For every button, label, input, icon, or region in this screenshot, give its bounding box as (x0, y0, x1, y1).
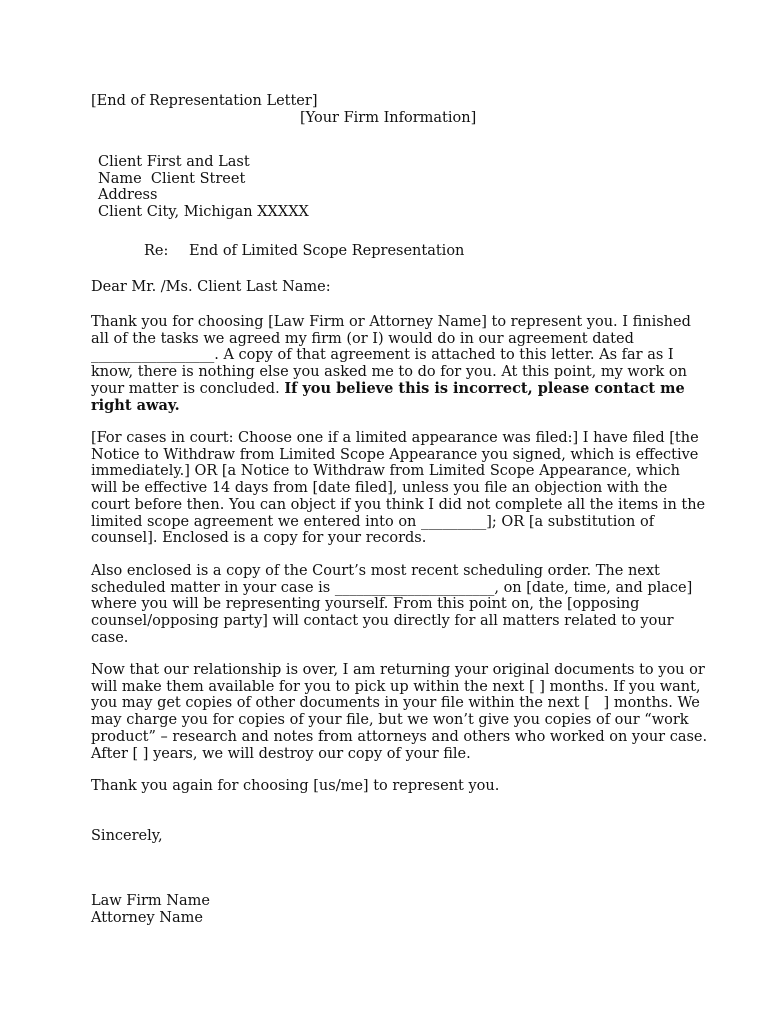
firm-information: [Your Firm Information] (300, 110, 477, 126)
paragraph-line (91, 398, 691, 415)
signature-attorney-name: Attorney Name (91, 909, 203, 926)
paragraph-line: immediately.] OR [a Notice to Withdraw from Limited Scope Appearance, which (91, 463, 681, 480)
paragraph-line (91, 381, 691, 398)
paragraph-line: may charge you for copies of your file, but we won’t give you copies of our “work (91, 712, 689, 729)
paragraph-text: your matter is concluded. (91, 380, 285, 397)
paragraph-1 (91, 314, 691, 414)
letter-header-title: [End of Representation Letter] (91, 93, 318, 109)
paragraph-line: Thank you for choosing [Law Firm or Attorney Name] to represent you. I finished (91, 314, 691, 330)
paragraph-line: Now that our relationship is over, I am returning your original documents to you or (91, 662, 705, 678)
signature-firm-name: Law Firm Name (91, 893, 210, 909)
re-label: Re: (144, 243, 169, 259)
client-address-line: Name Client Street (98, 170, 246, 187)
paragraph-3 (91, 563, 691, 647)
bold-notice: right away. (91, 396, 180, 414)
client-address-line: Address (98, 187, 158, 204)
client-address-line: Client City, Michigan XXXXX (98, 204, 309, 221)
paragraph-line: Notice to Withdraw from Limited Scope Appearance you signed, which is effective (91, 446, 699, 463)
paragraph-line: know, there is nothing else you asked me to do for you. At this point, my work on (91, 364, 687, 381)
salutation: Dear Mr. /Ms. Client Last Name: (91, 279, 331, 295)
signature-block (91, 893, 691, 926)
client-address-line: Client First and Last (98, 154, 250, 170)
paragraph-line: court before then. You can object if you think I did not complete all the items in the (91, 496, 706, 513)
paragraph-line: case. (91, 629, 129, 646)
paragraph-line: counsel/opposing party] will contact you directly for all matters related to your (91, 613, 674, 630)
paragraph-line: product” – research and notes from attorneys and others who worked on your case. (91, 728, 708, 745)
sign-off: Sincerely, (91, 828, 163, 844)
bold-notice: If you believe this is incorrect, please contact me (284, 379, 685, 397)
paragraph-4 (91, 662, 708, 762)
paragraph-line: _________________. A copy of that agreement is attached to this letter. As far as I (91, 347, 674, 364)
paragraph-line: After [ ] years, we will destroy our copy of your file. (91, 745, 471, 762)
paragraph-2 (91, 430, 706, 547)
paragraph-line: will make them available for you to pick up within the next [ ] months. If you want, (91, 678, 701, 695)
paragraph-line: Also enclosed is a copy of the Court’s most recent scheduling order. The next (91, 563, 660, 579)
paragraph-line: limited scope agreement we entered into on _________]; OR [a substitution of (91, 513, 655, 530)
paragraph-line: [For cases in court: Choose one if a limited appearance was filed:] I have filed [the (91, 430, 699, 446)
paragraph-line: you may get copies of other documents in your file within the next [ ] months. We (91, 695, 700, 712)
re-subject: End of Limited Scope Representation (189, 243, 465, 259)
paragraph-line: counsel]. Enclosed is a copy for your records. (91, 530, 427, 547)
paragraph-line: scheduled matter in your case is ______________________, on [date, time, and place] (91, 579, 693, 596)
paragraph-line: will be effective 14 days from [date filed], unless you file an objection with the (91, 480, 668, 497)
paragraph-line: all of the tasks we agreed my firm (or I) would do in our agreement dated (91, 330, 634, 347)
client-address-block (98, 154, 698, 221)
paragraph-line: where you will be representing yourself. From this point on, the [opposing (91, 596, 640, 613)
closing-thanks: Thank you again for choosing [us/me] to represent you. (91, 778, 500, 794)
